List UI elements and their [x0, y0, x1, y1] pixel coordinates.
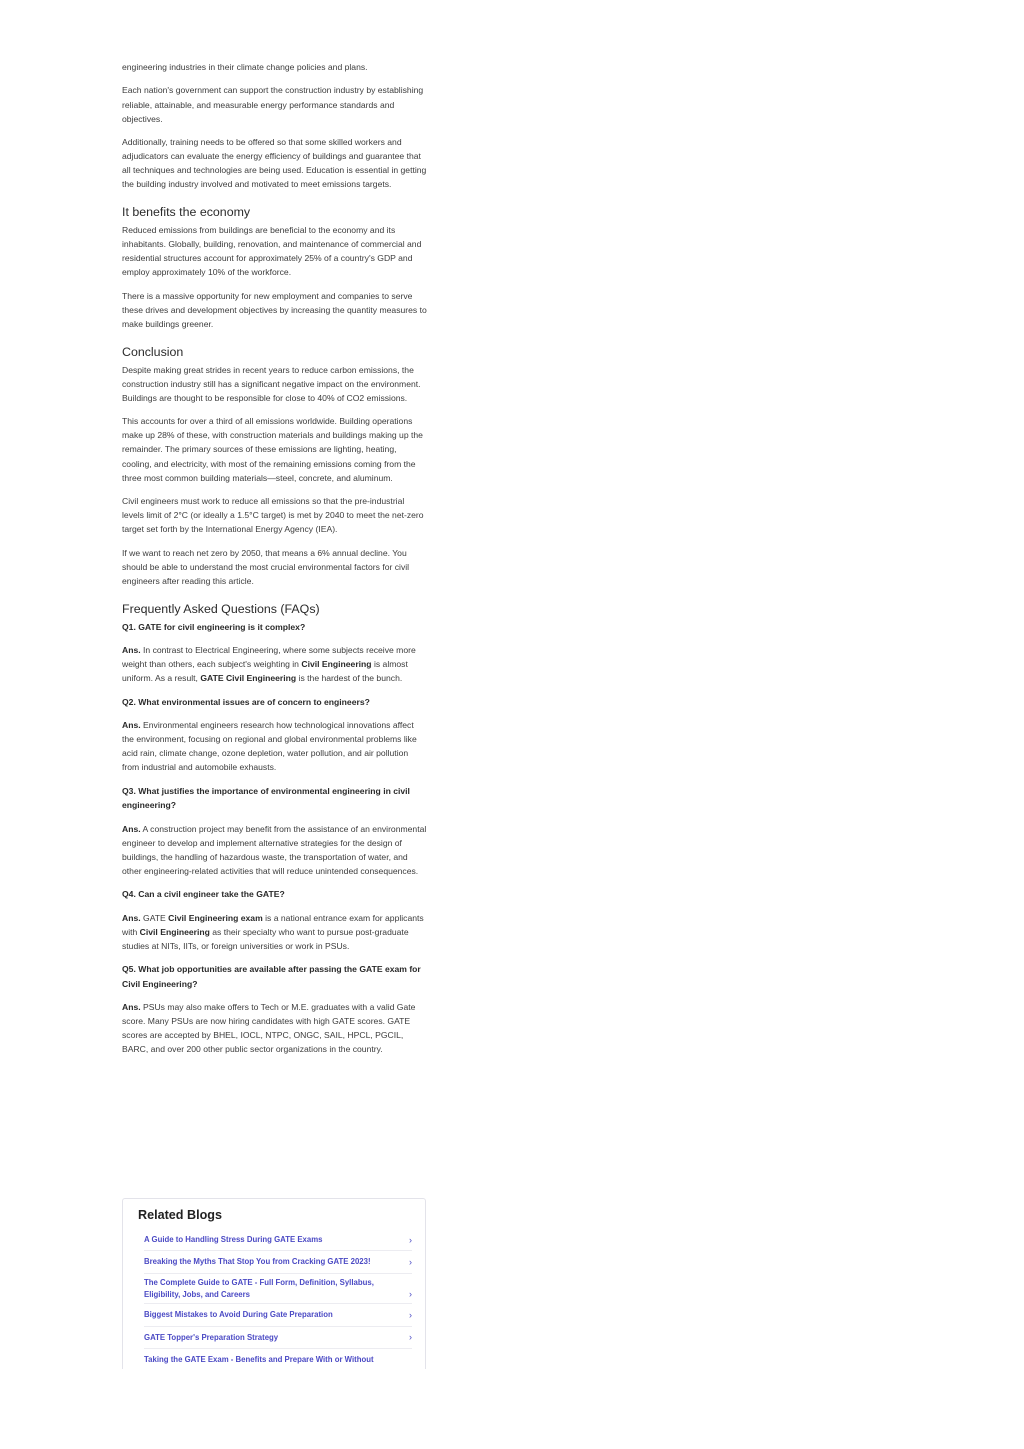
- related-blogs-panel: [122, 1198, 426, 1369]
- answer-text: is a national entrance exam for applicants with: [122, 912, 424, 937]
- related-blog-title[interactable]: The Complete Guide to GATE - Full Form, Definition, Syllabus, Eligibility, Jobs, and Careers: [144, 1277, 374, 1299]
- faq-answer-4: [122, 911, 427, 953]
- article-body: [122, 60, 427, 1066]
- answer-label: Ans.: [122, 720, 141, 731]
- paragraph: If we want to reach net zero by 2050, that means a 6% annual decline. You should be able to understand the most crucial environmental factors for civil engineers after reading this article.: [122, 547, 410, 586]
- related-blog-title[interactable]: Biggest Mistakes to Avoid During Gate Preparation: [144, 1310, 333, 1320]
- answer-label: Ans.: [122, 912, 141, 923]
- bold-term: Civil Engineering: [139, 926, 210, 937]
- chevron-right-icon: ›: [409, 1234, 412, 1245]
- bold-term: GATE Civil Engineering: [200, 673, 297, 684]
- faq-question-4: Q4. Can a civil engineer take the GATE?: [122, 889, 285, 900]
- related-blogs-list: [144, 1229, 412, 1369]
- section-heading-conclusion: Conclusion: [122, 344, 184, 359]
- faq-answer-2: [122, 718, 427, 774]
- related-blog-title[interactable]: A Guide to Handling Stress During GATE Exams: [144, 1234, 323, 1244]
- answer-text: A construction project may benefit from the assistance of an environmental engineer to develop and implement alternative strategies for the design of buildings, the handling of hazardous waste, the transportation of water, and other engineering-related activities that will reduce unintended consequences.: [122, 823, 427, 876]
- answer-text: as their specialty who want to pursue post-graduate studies at NITs, IITs, or foreign universities or work in PSUs.: [122, 926, 409, 951]
- related-blog-link[interactable]: [144, 1304, 412, 1326]
- faq-answer-1: [122, 643, 427, 685]
- paragraph: Reduced emissions from buildings are beneficial to the economy and its inhabitants. Globally, building, renovation, and maintenance of commercial and residential structures account for approximately 25% of a country's GDP and employ approximately 10% of the workforce.: [122, 225, 422, 278]
- answer-text: is the hardest of the bunch.: [296, 673, 403, 684]
- paragraph: Additionally, training needs to be offered so that some skilled workers and adjudicators can evaluate the energy efficiency of buildings and guarantee that all techniques and technologies are being used. Education is essential in getting the building industry involved and motivated to meet emissions targets.: [122, 137, 427, 190]
- chevron-right-icon: ›: [409, 1257, 412, 1268]
- related-blog-link[interactable]: [144, 1251, 412, 1273]
- paragraph: Despite making great strides in recent years to reduce carbon emissions, the construction industry still has a significant negative impact on the environment. Buildings are thought to be responsible for close to 40% of CO2 emissions.: [122, 364, 421, 403]
- answer-text: Environmental engineers research how technological innovations affect the environment, focusing on regional and global environmental problems like acid rain, climate change, ozone depletion, water pollution, and air pollution from industrial and automobile exhausts.: [122, 720, 417, 773]
- section-heading-economy: It benefits the economy: [122, 205, 251, 220]
- faq-answer-3: [122, 822, 427, 878]
- paragraph: There is a massive opportunity for new employment and companies to serve these drives and development objectives by increasing the quantity measures to make buildings greener.: [122, 290, 427, 329]
- bold-term: Civil Engineering exam: [168, 912, 263, 923]
- answer-text: PSUs may also make offers to Tech or M.E. graduates with a valid Gate score. Many PSUs are now hiring candidates with high GATE scores. GATE scores are accepted by BHEL, IOCL, NTPC, ONGC, SAIL, HPCL, PGCIL, BARC, and over 200 other public sector organizations in the country.: [122, 1002, 416, 1055]
- answer-text: In contrast to Electrical Engineering, where some subjects receive more weight than others, each subject's weighting in: [122, 645, 416, 670]
- answer-label: Ans.: [122, 1002, 141, 1013]
- answer-label: Ans.: [122, 823, 141, 834]
- answer-label: Ans.: [122, 645, 141, 656]
- chevron-right-icon: ›: [409, 1310, 412, 1321]
- paragraph: Each nation's government can support the construction industry by establishing reliable, attainable, and measurable energy performance standards and objectives.: [122, 85, 424, 124]
- chevron-right-icon: ›: [409, 1289, 412, 1300]
- paragraph: engineering industries in their climate change policies and plans.: [122, 62, 368, 72]
- bold-term: Civil Engineering: [301, 659, 372, 670]
- faq-question-5: Q5. What job opportunities are available after passing the GATE exam for Civil Engineering?: [122, 964, 421, 989]
- related-blog-link[interactable]: [144, 1327, 412, 1349]
- related-blog-link[interactable]: [144, 1274, 412, 1305]
- related-blog-title[interactable]: Breaking the Myths That Stop You from Cracking GATE 2023!: [144, 1257, 371, 1267]
- related-blog-title[interactable]: GATE Topper's Preparation Strategy: [144, 1332, 279, 1342]
- related-blog-link[interactable]: [144, 1349, 412, 1369]
- related-blog-link[interactable]: [144, 1229, 412, 1251]
- faq-question-2: Q2. What environmental issues are of concern to engineers?: [122, 696, 370, 707]
- answer-text: GATE: [140, 912, 169, 923]
- chevron-right-icon: ›: [409, 1332, 412, 1343]
- faq-question-3: Q3. What justifies the importance of environmental engineering in civil engineering?: [122, 785, 410, 811]
- answer-text: is almost uniform. As a result,: [122, 659, 408, 684]
- related-blogs-title: Related Blogs: [138, 1208, 222, 1222]
- paragraph: This accounts for over a third of all emissions worldwide. Building operations make up 28% of these, with construction materials and buildings making up the remainder. The primary sources of these emissions are lighting, heating, cooling, and electricity, with most of the remaining emissions coming from the three most common building materials—steel, concrete, and aluminum.: [122, 416, 423, 483]
- faq-question-1: Q1. GATE for civil engineering is it complex?: [122, 621, 306, 632]
- faq-answer-5: [122, 1000, 427, 1056]
- related-blog-title[interactable]: Taking the GATE Exam - Benefits and Prepare With or Without: [144, 1354, 374, 1364]
- paragraph: Civil engineers must work to reduce all emissions so that the pre-industrial levels limit of 2°C (or ideally a 1.5°C target) is met by 2040 to meet the net-zero target set forth by the International Energy Agency (IEA).: [122, 496, 424, 535]
- section-heading-faqs: Frequently Asked Questions (FAQs): [122, 601, 320, 616]
